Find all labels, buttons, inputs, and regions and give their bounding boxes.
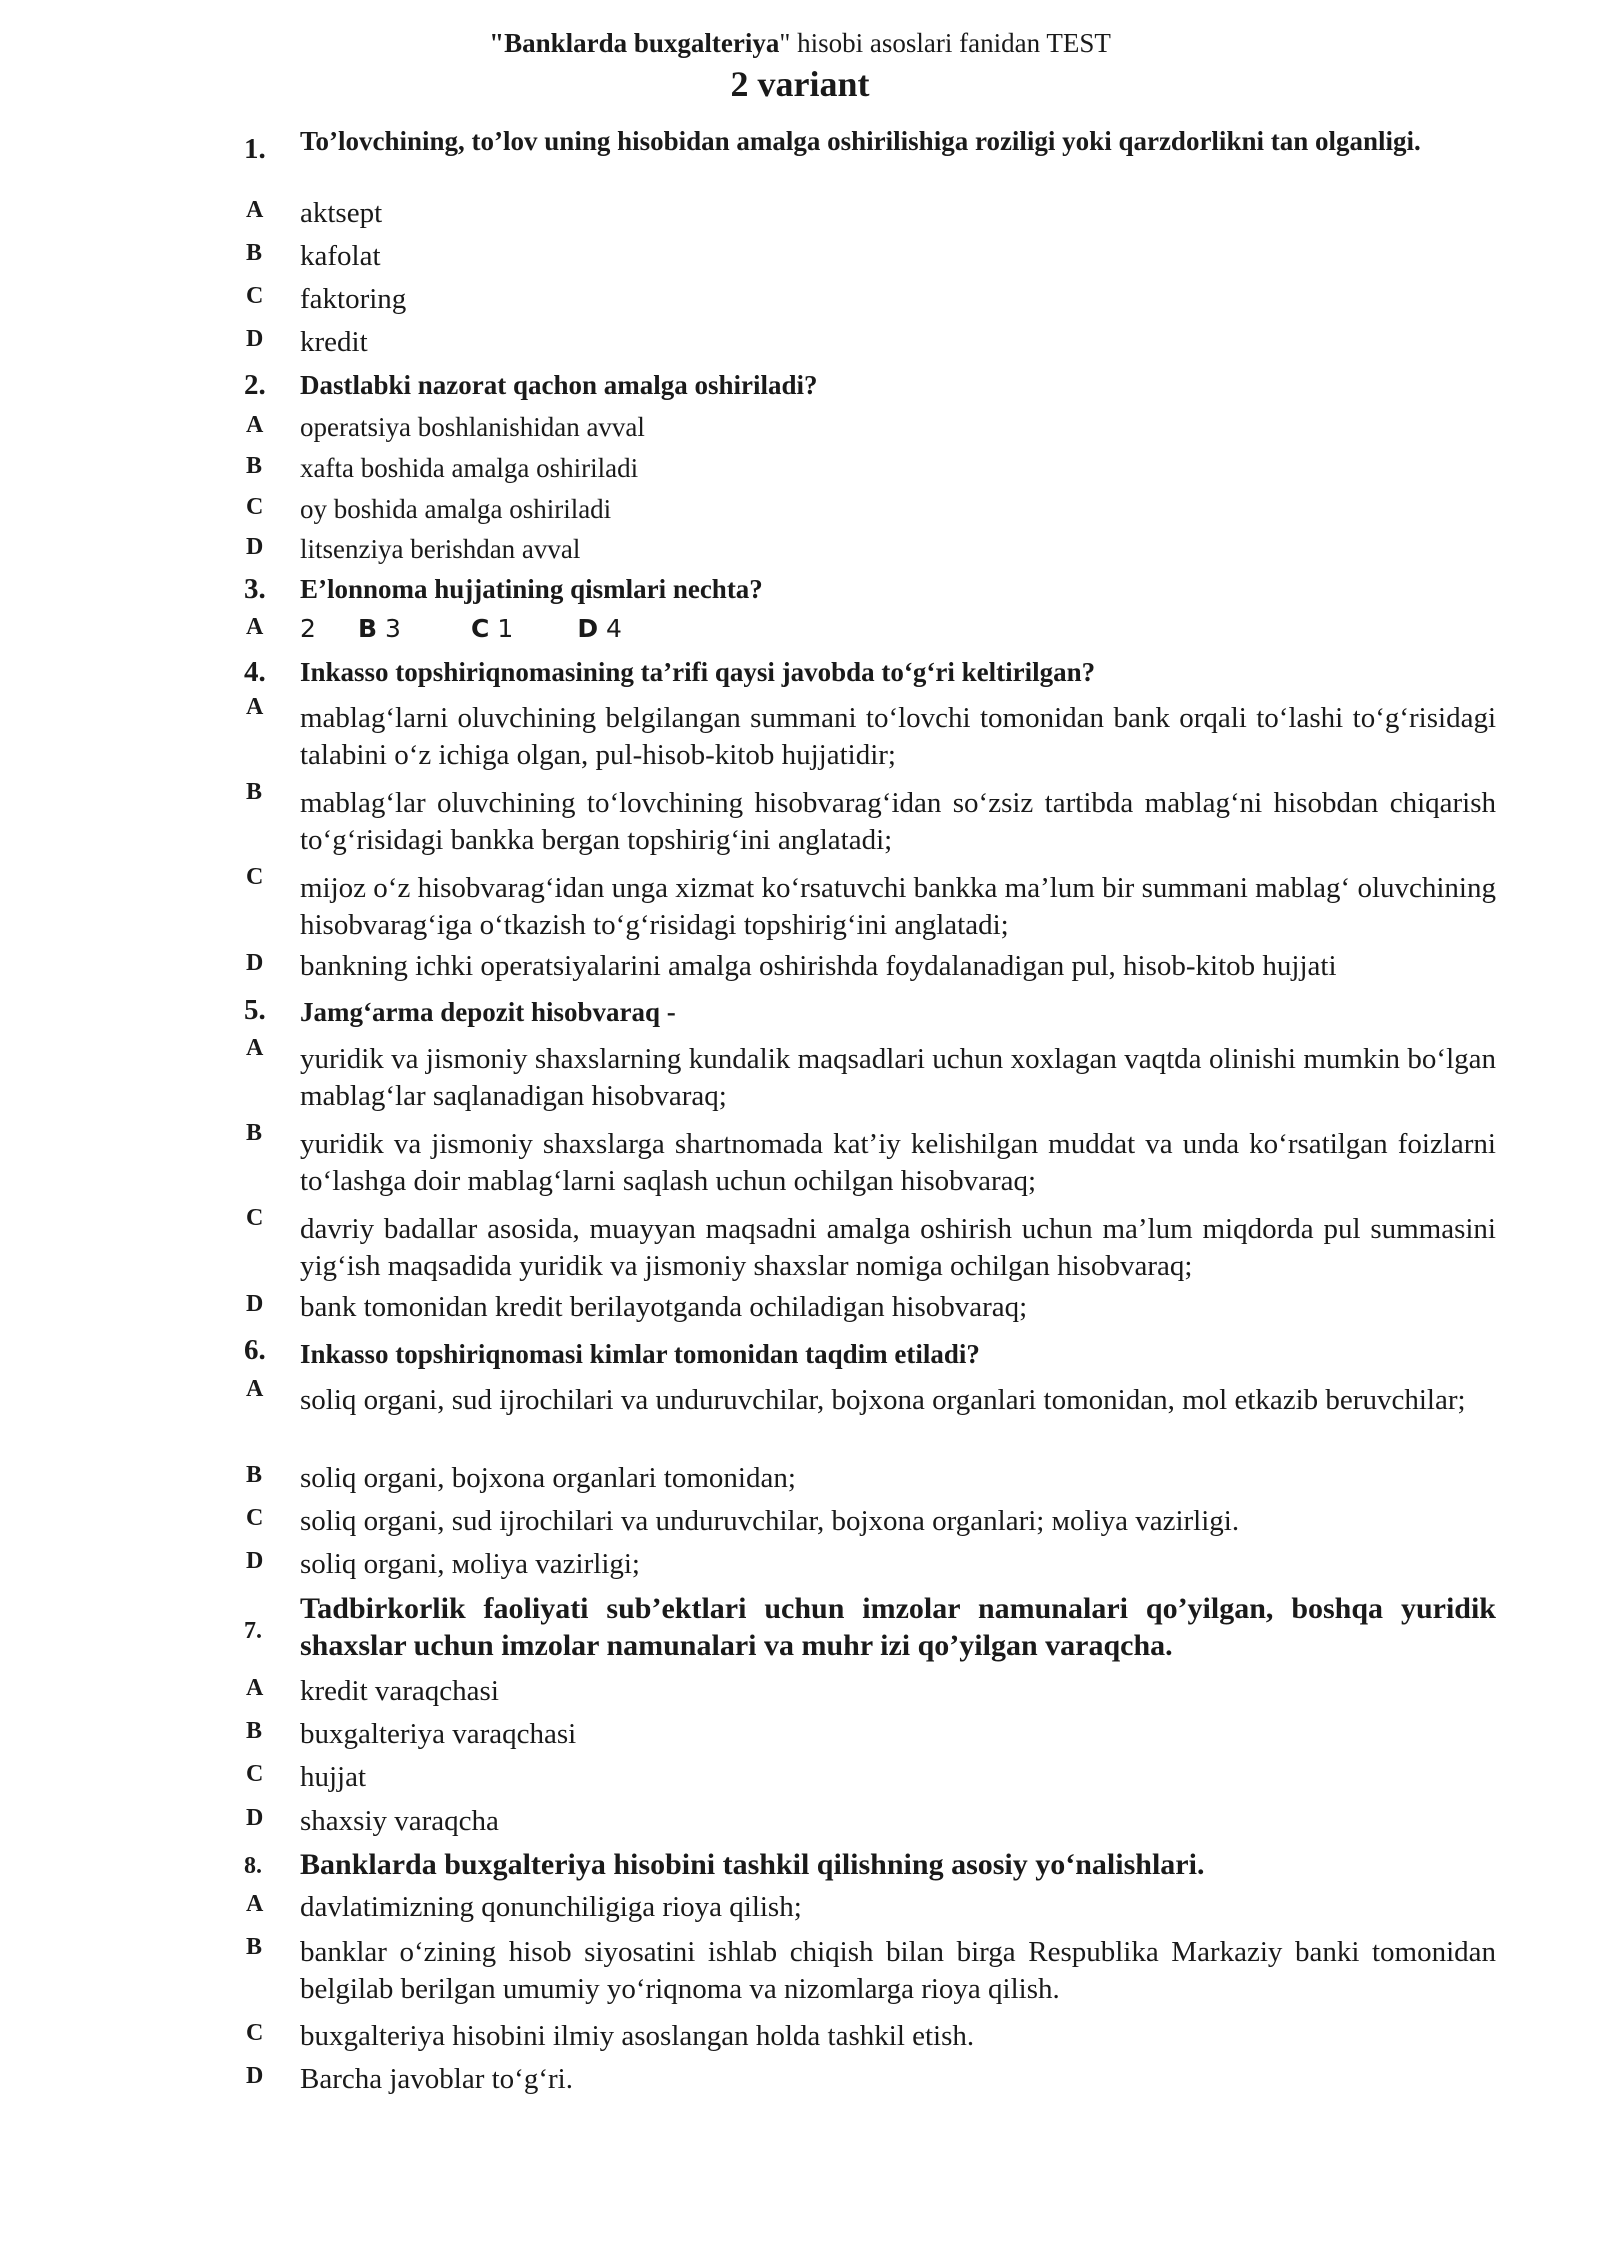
option-letter: A xyxy=(246,1376,264,1402)
option-text: yuridik va jismoniy shaxslarning kundalik maqsadlari uchun xoxlagan vaqtda olinishi mumkin bo‘lgan mablag‘lar saqlanadigan hisobvaraq; xyxy=(300,1043,1496,1112)
question-number: 5. xyxy=(244,994,266,1026)
option-letter: C xyxy=(471,614,490,643)
question-text: Banklarda buxgalteriya hisobini tashkil qilishning asosiy yo‘nalishlari. xyxy=(300,1848,1205,1881)
question-text: Tadbirkorlik faoliyati sub’ektlari uchun imzolar namunalari qo’yilgan, boshqa yuridik shaxslar uchun imzolar namunalari va muhr izi qo’yilgan varaqcha. xyxy=(300,1592,1496,1662)
option-value[interactable]: 1 xyxy=(497,614,514,643)
option-text: xafta boshida amalga oshiriladi xyxy=(300,453,639,483)
option-letter: A xyxy=(246,412,264,438)
question-number: 2. xyxy=(244,369,266,401)
option-text: davriy badallar asosida, muayyan maqsadni amalga oshirish uchun ma’lum miqdorda pul summasini yig‘ish maqsadida yuridik va jismoniy shaxslar nomiga ochilgan hisobvaraq; xyxy=(300,1213,1496,1282)
question-text: Inkasso topshiriqnomasi kimlar tomonidan taqdim etiladi? xyxy=(300,1339,980,1369)
option-letter: D xyxy=(246,326,264,352)
option-text: operatsiya boshlanishidan avval xyxy=(300,412,645,442)
option-letter: D xyxy=(246,534,264,560)
question-text: E’lonnoma hujjatining qismlari nechta? xyxy=(300,574,763,604)
option-text: buxgalteriya hisobini ilmiy asoslangan holda tashkil etish. xyxy=(300,2020,975,2052)
option-text: soliq organi, sud ijrochilari va unduruvchilar, bojxona organlari; мoliya vazirligi. xyxy=(300,1505,1240,1537)
option-text: hujjat xyxy=(300,1761,367,1793)
title-bold: "Banklarda buxgalteriya xyxy=(489,28,780,58)
option-value[interactable]: 4 xyxy=(606,614,622,643)
option-text: Barcha javoblar to‘g‘ri. xyxy=(300,2063,573,2095)
option-letter: A xyxy=(246,1675,264,1701)
option-letter: C xyxy=(246,1205,264,1231)
question-text: Dastlabki nazorat qachon amalga oshiriladi? xyxy=(300,370,818,400)
option-text: davlatimizning qonunchiligiga rioya qilish; xyxy=(300,1891,802,1923)
option-text: kredit xyxy=(300,326,368,358)
option-letter: D xyxy=(246,950,264,976)
option-letter: A xyxy=(246,197,264,223)
option-letter: B xyxy=(246,240,263,266)
option-letter: C xyxy=(246,2020,264,2046)
variant-heading: 2 variant xyxy=(730,64,870,104)
option-text: shaxsiy varaqcha xyxy=(300,1805,499,1837)
question-number: 4. xyxy=(244,656,266,688)
document-title xyxy=(0,26,1600,60)
option-letter: A xyxy=(246,614,264,640)
option-text: mijoz o‘z hisobvarag‘idan unga xizmat ko‘rsatuvchi bankka ma’lum bir summani mablag‘ oluvchining hisobvarag‘iga o‘tkazish to‘g‘risidagi topshirig‘ini anglatadi; xyxy=(300,872,1496,941)
option-text: banklar o‘zining hisob siyosatini ishlab chiqish bilan birga Respublika Markaziy banki tomonidan belgilab berilgan umumiy yo‘riqnoma va nizomlarga rioya qilish. xyxy=(300,1936,1496,2005)
option-text: kafolat xyxy=(300,240,381,272)
question-number: 6. xyxy=(244,1334,266,1366)
option-letter: A xyxy=(246,1891,264,1917)
title-rest: " hisobi asoslari fanidan TEST xyxy=(779,28,1111,58)
question-text: Inkasso topshiriqnomasining ta’rifi qaysi javobda to‘g‘ri keltirilgan? xyxy=(300,657,1096,687)
option-letter: B xyxy=(246,1934,263,1960)
question-number: 7. xyxy=(244,1618,262,1644)
option-letter: C xyxy=(246,1761,264,1787)
option-letter: D xyxy=(246,1291,264,1317)
option-text: faktoring xyxy=(300,283,407,315)
option-letter: A xyxy=(246,694,264,720)
option-text: soliq organi, bojxona organlari tomonidan; xyxy=(300,1462,796,1494)
option-letter: C xyxy=(246,864,264,890)
option-text: mablag‘larni oluvchining belgilangan summani to‘lovchi tomonidan bank orqali to‘lashi to‘g‘risidagi talabini o‘z ichiga olgan, pul-hisob-kitob hujjatidir; xyxy=(300,702,1496,771)
option-text: aktsept xyxy=(300,197,383,229)
option-text: litsenziya berishdan avval xyxy=(300,534,581,564)
option-letter: B xyxy=(246,779,263,805)
option-letter: B xyxy=(246,1462,263,1488)
option-text: oy boshida amalga oshiriladi xyxy=(300,494,612,524)
option-letter: A xyxy=(246,1035,264,1061)
question-number: 8. xyxy=(244,1853,262,1879)
question-text: Jamg‘arma depozit hisobvaraq - xyxy=(300,997,676,1027)
option-letter: D xyxy=(246,2063,264,2089)
option-value[interactable]: 3 xyxy=(385,614,401,643)
option-text: soliq organi, sud ijrochilari va unduruvchilar, bojxona organlari tomonidan, mol etkazib beruvchilar; xyxy=(300,1384,1466,1416)
option-letter: B xyxy=(246,453,263,479)
option-letter: D xyxy=(246,1548,264,1574)
option-text: buxgalteriya varaqchasi xyxy=(300,1718,577,1750)
option-text: bank tomonidan kredit berilayotganda ochiladigan hisobvaraq; xyxy=(300,1291,1028,1323)
question-number: 1. xyxy=(244,133,266,165)
option-text: yuridik va jismoniy shaxslarga shartnomada kat’iy kelishilgan muddat va unda ko‘rsatilgan foizlarni to‘lashga doir mablag‘larni saqlash uchun ochilgan hisobvaraq; xyxy=(300,1128,1496,1197)
question-text: To’lovchining, to’lov uning hisobidan amalga oshirilishiga roziligi yoki qarzdorlikni tan olganligi. xyxy=(300,126,1421,156)
option-letter: B xyxy=(246,1718,263,1744)
question-number: 3. xyxy=(244,573,266,605)
option-letter: B xyxy=(246,1120,263,1146)
option-letter: C xyxy=(246,283,264,309)
option-text: bankning ichki operatsiyalarini amalga oshirishda foydalanadigan pul, hisob-kitob hujjati xyxy=(300,950,1337,982)
option-letter: D xyxy=(246,1805,264,1831)
option-letter: C xyxy=(246,1505,264,1531)
option-letter: B xyxy=(358,614,378,643)
option-text: soliq organi, мoliya vazirligi; xyxy=(300,1548,640,1580)
option-letter: C xyxy=(246,494,264,520)
option-text: mablag‘lar oluvchining to‘lovchining hisobvarag‘idan so‘zsiz tartibda mablag‘ni hisobdan chiqarish to‘g‘risidagi bankka bergan topshirig‘ini anglatadi; xyxy=(300,787,1496,856)
inline-options xyxy=(300,612,1496,646)
option-letter: D xyxy=(577,614,599,643)
option-text: kredit varaqchasi xyxy=(300,1675,499,1707)
option-value[interactable]: 2 xyxy=(300,614,316,643)
